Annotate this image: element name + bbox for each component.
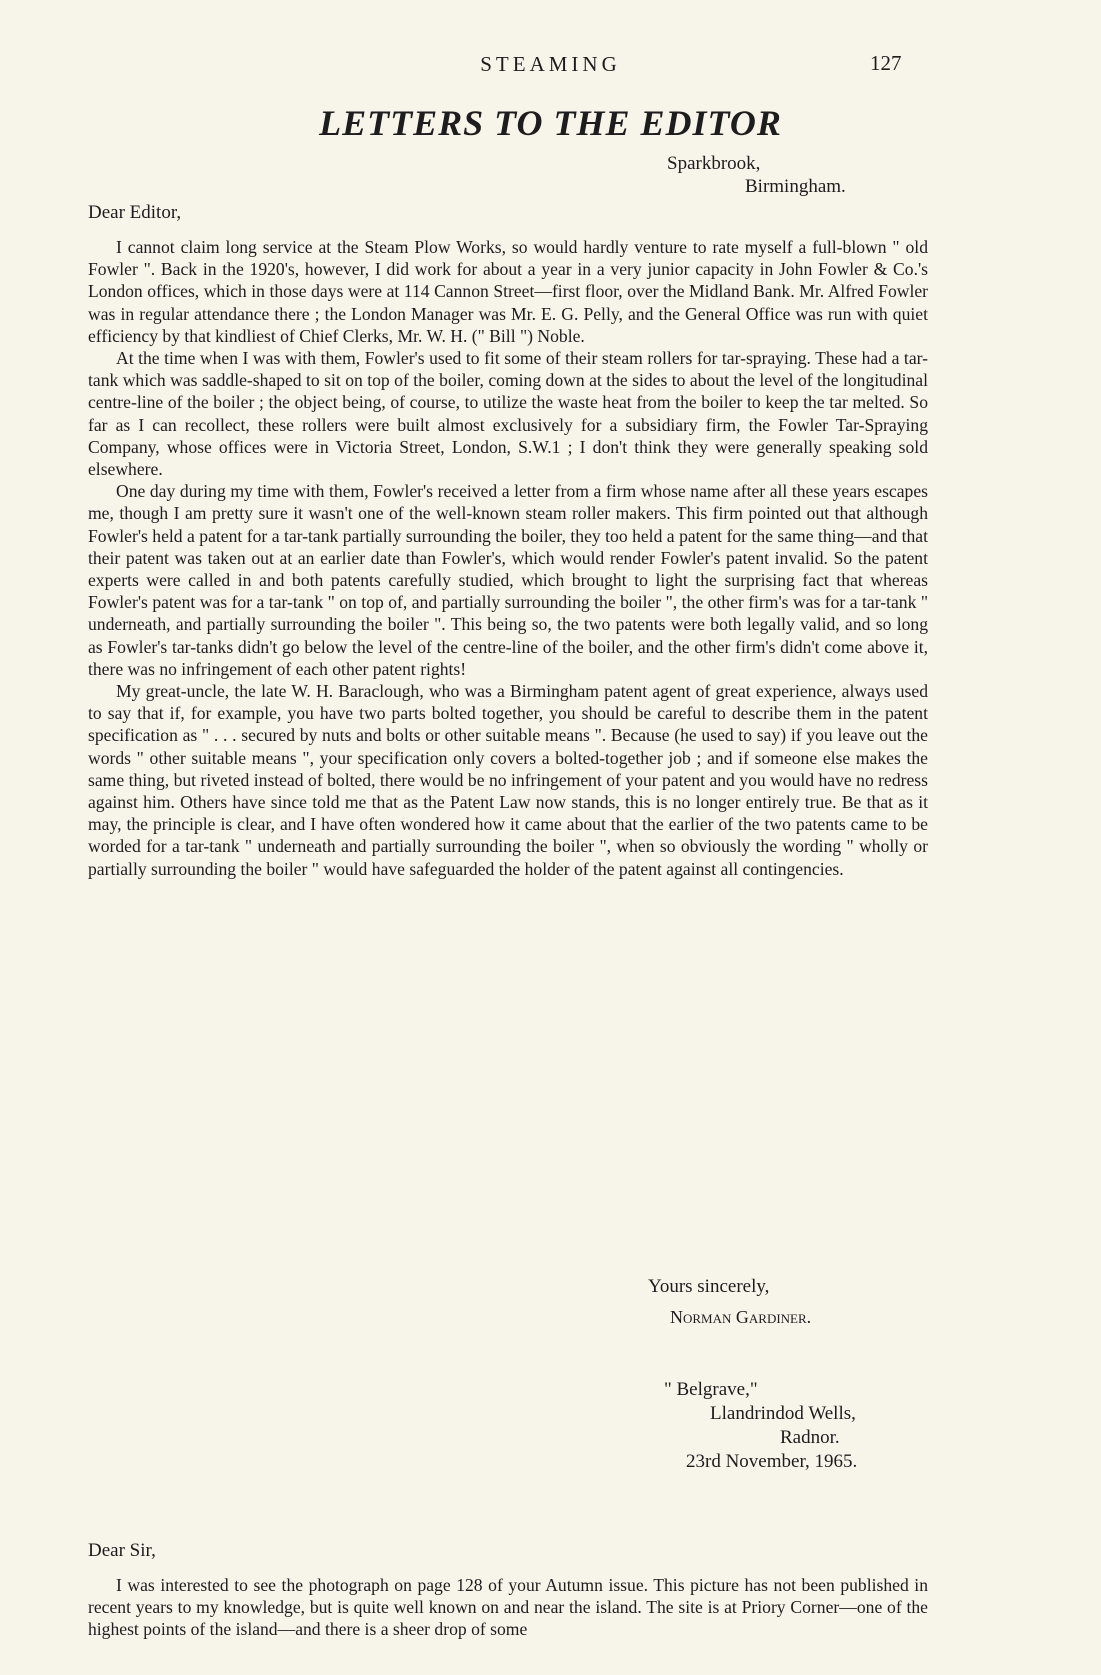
letter2-address (664, 1378, 857, 1474)
letter1-body (88, 236, 928, 880)
letter2-address-line-4: 23rd November, 1965. (686, 1451, 858, 1472)
letter2-address-line-1: " Belgrave," (664, 1379, 758, 1400)
letter2-address-line-2: Llandrindod Wells, (710, 1403, 856, 1424)
letter1-paragraph-1: I cannot claim long service at the Steam Plow Works, so would hardly venture to rate myself a full-blown " old Fowler ". Back in the 1920's, however, I did work for about a year in a very junior capacity in John Fowler & Co.'s London offices, which in those days were at 114 Cannon Street—first floor, over the Midland Bank. Mr. Alfred Fowler was in regular attendance there ; the London Manager was Mr. E. G. Pelly, and the General Office was run with quiet efficiency by that kindliest of Chief Clerks, Mr. W. H. (" Bill ") Noble. (88, 237, 928, 346)
letter1-address-line-2: Birmingham. (745, 176, 846, 197)
letter1-closing: Yours sincerely, (648, 1276, 770, 1297)
letter1-signature: Norman Gardiner. (670, 1307, 812, 1327)
letter1-paragraph-3: One day during my time with them, Fowler's received a letter from a firm whose name after all these years escapes me, though I am pretty sure it wasn't one of the well-known steam roller makers. This firm pointed out that although Fowler's held a patent for a tar-tank partially surrounding the boiler, they too held a patent for the same thing—and that their patent was taken out at an earlier date than Fowler's, which would render Fowler's patent invalid. So the patent experts were called in and both patents carefully studied, which brought to light the surprising fact that whereas Fowler's patent was for a tar-tank " on top of, and partially surrounding the boiler ", the other firm's was for a tar-tank " underneath, and partially surrounding the boiler ". This being so, the two patents were both legally valid, and so long as Fowler's tar-tanks didn't go below the level of the centre-line of the boiler, and the other firm's didn't come above it, there was no infringement of each other patent rights! (88, 481, 928, 679)
letter2-salutation: Dear Sir, (88, 1540, 156, 1561)
page-number: 127 (870, 51, 902, 75)
letter2-address-line-3: Radnor. (780, 1427, 840, 1448)
letter2-body (88, 1574, 928, 1641)
letter2-paragraph-1: I was interested to see the photograph on page 128 of your Autumn issue. This picture has not been published in recent years to my knowledge, but is quite well known on and near the island. The site is at Priory Corner—one of the highest points of the island—and there is a sheer drop of some (88, 1575, 928, 1640)
running-head: STEAMING (480, 52, 621, 76)
letter1-address-line-1: Sparkbrook, (667, 153, 761, 174)
letter1-signoff (648, 1272, 811, 1332)
letter1-salutation: Dear Editor, (88, 202, 182, 223)
letter1-address (667, 152, 846, 198)
letter1-paragraph-4: My great-uncle, the late W. H. Baraclough, who was a Birmingham patent agent of great experience, always used to say that if, for example, you have two parts bolted together, you should be careful to describe them in the patent specification as " . . . secured by nuts and bolts or other suitable means ". Because (he used to say) if you leave out the words " other suitable means ", your specification only covers a bolted-together job ; and if someone else makes the same thing, but riveted instead of bolted, there would be no infringement of your patent and you would have no redress against him. Others have since told me that as the Patent Law now stands, this is no longer entirely true. Be that as it may, the principle is clear, and I have often wondered how it came about that the earlier of the two patents came to be worded for a tar-tank " underneath and partially surrounding the boiler ", when so obviously the wording " wholly or partially surrounding the boiler " would have safeguarded the holder of the patent against all contingencies. (88, 681, 928, 879)
page-title: LETTERS TO THE EDITOR (319, 103, 782, 143)
letter1-paragraph-2: At the time when I was with them, Fowler's used to fit some of their steam rollers for tar-spraying. These had a tar-tank which was saddle-shaped to sit on top of the boiler, coming down at the sides to about the level of the longitudinal centre-line of the boiler ; the object being, of course, to utilize the waste heat from the boiler to keep the tar melted. So far as I can recollect, these rollers were built almost exclusively for a subsidiary firm, the Fowler Tar-Spraying Company, whose offices were in Victoria Street, London, S.W.1 ; I don't think they were generally speaking sold elsewhere. (88, 348, 928, 480)
